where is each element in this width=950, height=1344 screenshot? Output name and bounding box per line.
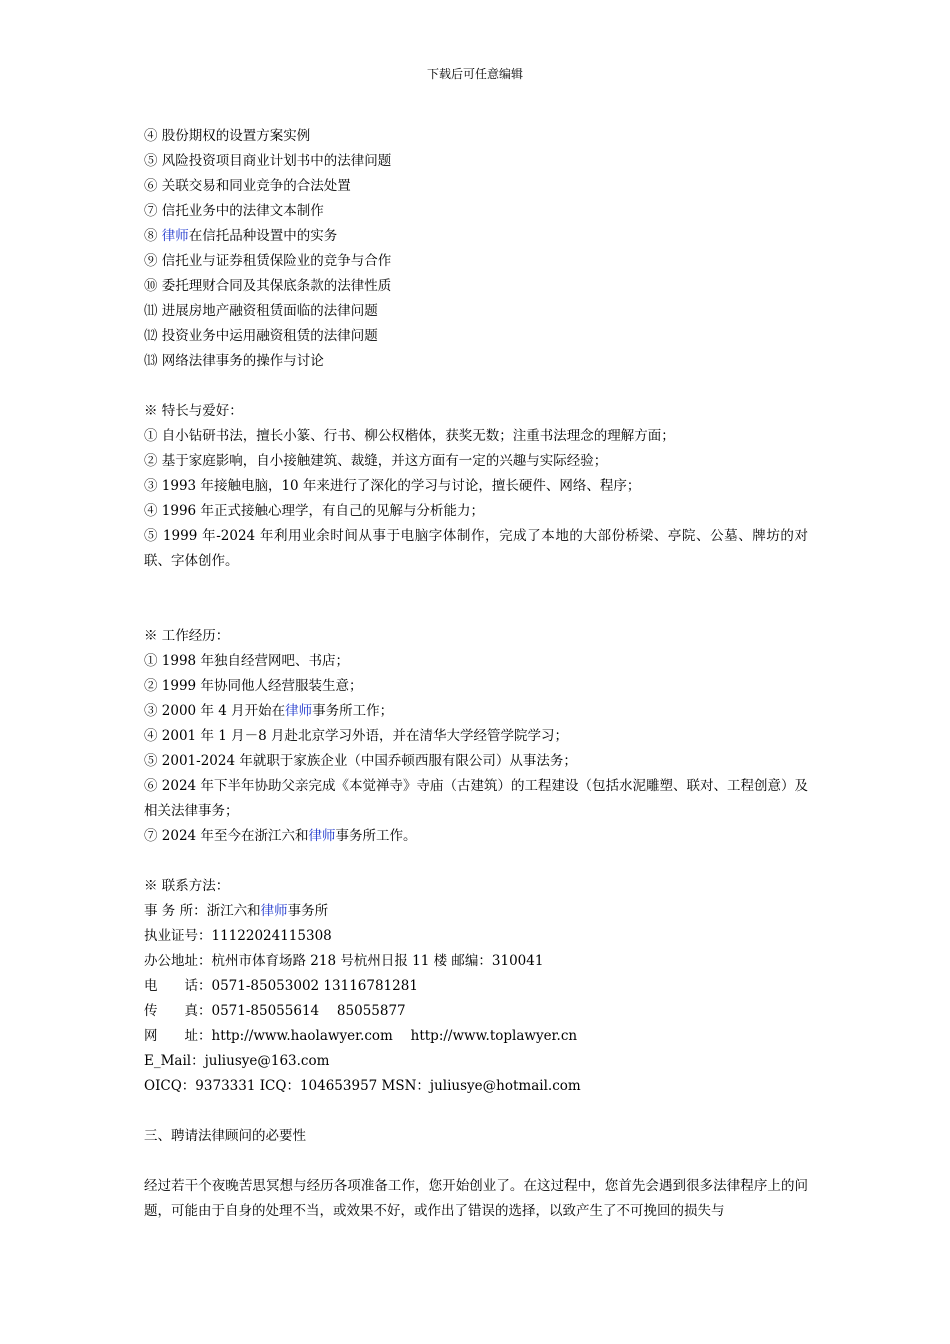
list-item bbox=[144, 174, 808, 199]
list-item-text: ⑧ bbox=[144, 228, 162, 244]
list-item-text: 在信托品种设置中的实务 bbox=[188, 228, 338, 244]
contact-website: 网 址：http://www.haolawyer.com http://www.toplawyer.cn bbox=[144, 1028, 578, 1044]
contact-firm-suffix: 事务所 bbox=[287, 903, 329, 919]
section-heading: ※ 工作经历： bbox=[144, 628, 230, 644]
list-item bbox=[144, 649, 808, 674]
section-heading: ※ 特长与爱好： bbox=[144, 403, 243, 419]
list-item bbox=[144, 299, 808, 324]
list-item bbox=[144, 324, 808, 349]
body-paragraph: 经过若干个夜晚苦思冥想与经历各项准备工作，您开始创业了。在这过程中，您首先会遇到很多法律程序上的问题，可能由于自身的处理不当，或效果不好，或作出了错误的选择，以致产生了不可挽回的损失与 bbox=[144, 1178, 808, 1219]
contact-firm-label: 事 务 所：浙江六和 bbox=[144, 903, 261, 919]
list-item bbox=[144, 149, 808, 174]
spacer bbox=[144, 374, 808, 399]
list-item-text: ④ 股份期权的设置方案实例 bbox=[144, 128, 311, 144]
spacer bbox=[144, 849, 808, 874]
list-item: ③ 1993 年接触电脑，10 年来进行了深化的学习与讨论，擅长硬件、网络、程序； bbox=[144, 478, 641, 494]
list-item bbox=[144, 199, 808, 224]
list-item-text: ⑥ 2024 年下半年协助父亲完成《本觉禅寺》寺庙（古建筑）的工程建设（包括水泥雕塑、联对、工程创意）及相关法律事务； bbox=[144, 778, 808, 819]
list-item-text: ⑤ 风险投资项目商业计划书中的法律问题 bbox=[144, 153, 392, 169]
list-item bbox=[144, 674, 808, 699]
contact-firm bbox=[144, 899, 808, 924]
spacer bbox=[144, 1149, 808, 1174]
hobbies-section bbox=[144, 399, 808, 574]
list-item: ⑤ 1999 年-2024 年利用业余时间从事于电脑字体制作，完成了本地的大部份桥梁、亭院、公墓、牌坊的对联、字体创作。 bbox=[144, 528, 808, 569]
lawyer-link[interactable]: 律师 bbox=[285, 703, 313, 719]
list-item bbox=[144, 124, 808, 149]
contact-fax: 传 真：0571-85055614 85055877 bbox=[144, 1003, 406, 1019]
contact-email: E_Mail：juliusye@163.com bbox=[144, 1053, 330, 1069]
list-item-text: ③ 2000 年 4 月开始在 bbox=[144, 703, 286, 719]
list-item: ④ 1996 年正式接触心理学，有自己的见解与分析能力； bbox=[144, 503, 484, 519]
list-item-text: 事务所工作； bbox=[312, 703, 394, 719]
list-item-text: ⑿ 投资业务中运用融资租赁的法律问题 bbox=[144, 328, 378, 344]
list-item: ② 基于家庭影响，自小接触建筑、裁缝，并这方面有一定的兴趣与实际经验； bbox=[144, 453, 608, 469]
page-header: 下载后可任意编辑 bbox=[426, 67, 523, 81]
section-heading: 三、聘请法律顾问的必要性 bbox=[144, 1128, 306, 1144]
contact-section bbox=[144, 874, 808, 1099]
list-item-text: ⒀ 网络法律事务的操作与讨论 bbox=[144, 353, 324, 369]
spacer bbox=[144, 1099, 808, 1124]
list-item bbox=[144, 274, 808, 299]
list-item-text: ⑤ 2001-2024 年就职于家族企业（中国乔顿西服有限公司）从事法务； bbox=[144, 753, 577, 769]
list-item bbox=[144, 749, 808, 774]
list-item bbox=[144, 224, 808, 249]
contact-phone: 电 话：0571-85053002 13116781281 bbox=[144, 978, 418, 994]
work-section bbox=[144, 624, 808, 849]
contact-im: OICQ：9373331 ICQ：104653957 MSN：juliusye@hotmail.com bbox=[144, 1078, 581, 1094]
list-item-text: ⑦ 2024 年至今在浙江六和 bbox=[144, 828, 309, 844]
lawyer-link[interactable]: 律师 bbox=[161, 228, 189, 244]
list-item: ① 自小钻研书法，擅长小篆、行书、柳公权楷体，获奖无数；注重书法理念的理解方面； bbox=[144, 428, 675, 444]
project-list bbox=[144, 124, 808, 374]
list-item bbox=[144, 699, 808, 724]
list-item-text: ⑾ 进展房地产融资租赁面临的法律问题 bbox=[144, 303, 378, 319]
section-heading: ※ 联系方法： bbox=[144, 878, 230, 894]
list-item bbox=[144, 349, 808, 374]
list-item bbox=[144, 249, 808, 274]
lawyer-link[interactable]: 律师 bbox=[308, 828, 336, 844]
document-body bbox=[144, 124, 808, 1224]
list-item-text: ② 1999 年协同他人经营服装生意； bbox=[144, 678, 363, 694]
list-item-text: ④ 2001 年 1 月－8 月赴北京学习外语，并在清华大学经管学院学习； bbox=[144, 728, 568, 744]
contact-address: 办公地址：杭州市体育场路 218 号杭州日报 11 楼 邮编：310041 bbox=[144, 953, 544, 969]
list-item bbox=[144, 724, 808, 749]
spacer bbox=[144, 574, 808, 624]
list-item bbox=[144, 774, 808, 824]
list-item-text: ① 1998 年独自经营网吧、书店； bbox=[144, 653, 349, 669]
contact-license: 执业证号：11122024115308 bbox=[144, 928, 332, 944]
list-item-text: 事务所工作。 bbox=[335, 828, 417, 844]
list-item bbox=[144, 824, 808, 849]
list-item-text: ⑩ 委托理财合同及其保底条款的法律性质 bbox=[144, 278, 392, 294]
list-item-text: ⑨ 信托业与证券租赁保险业的竞争与合作 bbox=[144, 253, 392, 269]
list-item-text: ⑦ 信托业务中的法律文本制作 bbox=[144, 203, 324, 219]
list-item-text: ⑥ 关联交易和同业竞争的合法处置 bbox=[144, 178, 351, 194]
lawyer-link[interactable]: 律师 bbox=[260, 903, 288, 919]
